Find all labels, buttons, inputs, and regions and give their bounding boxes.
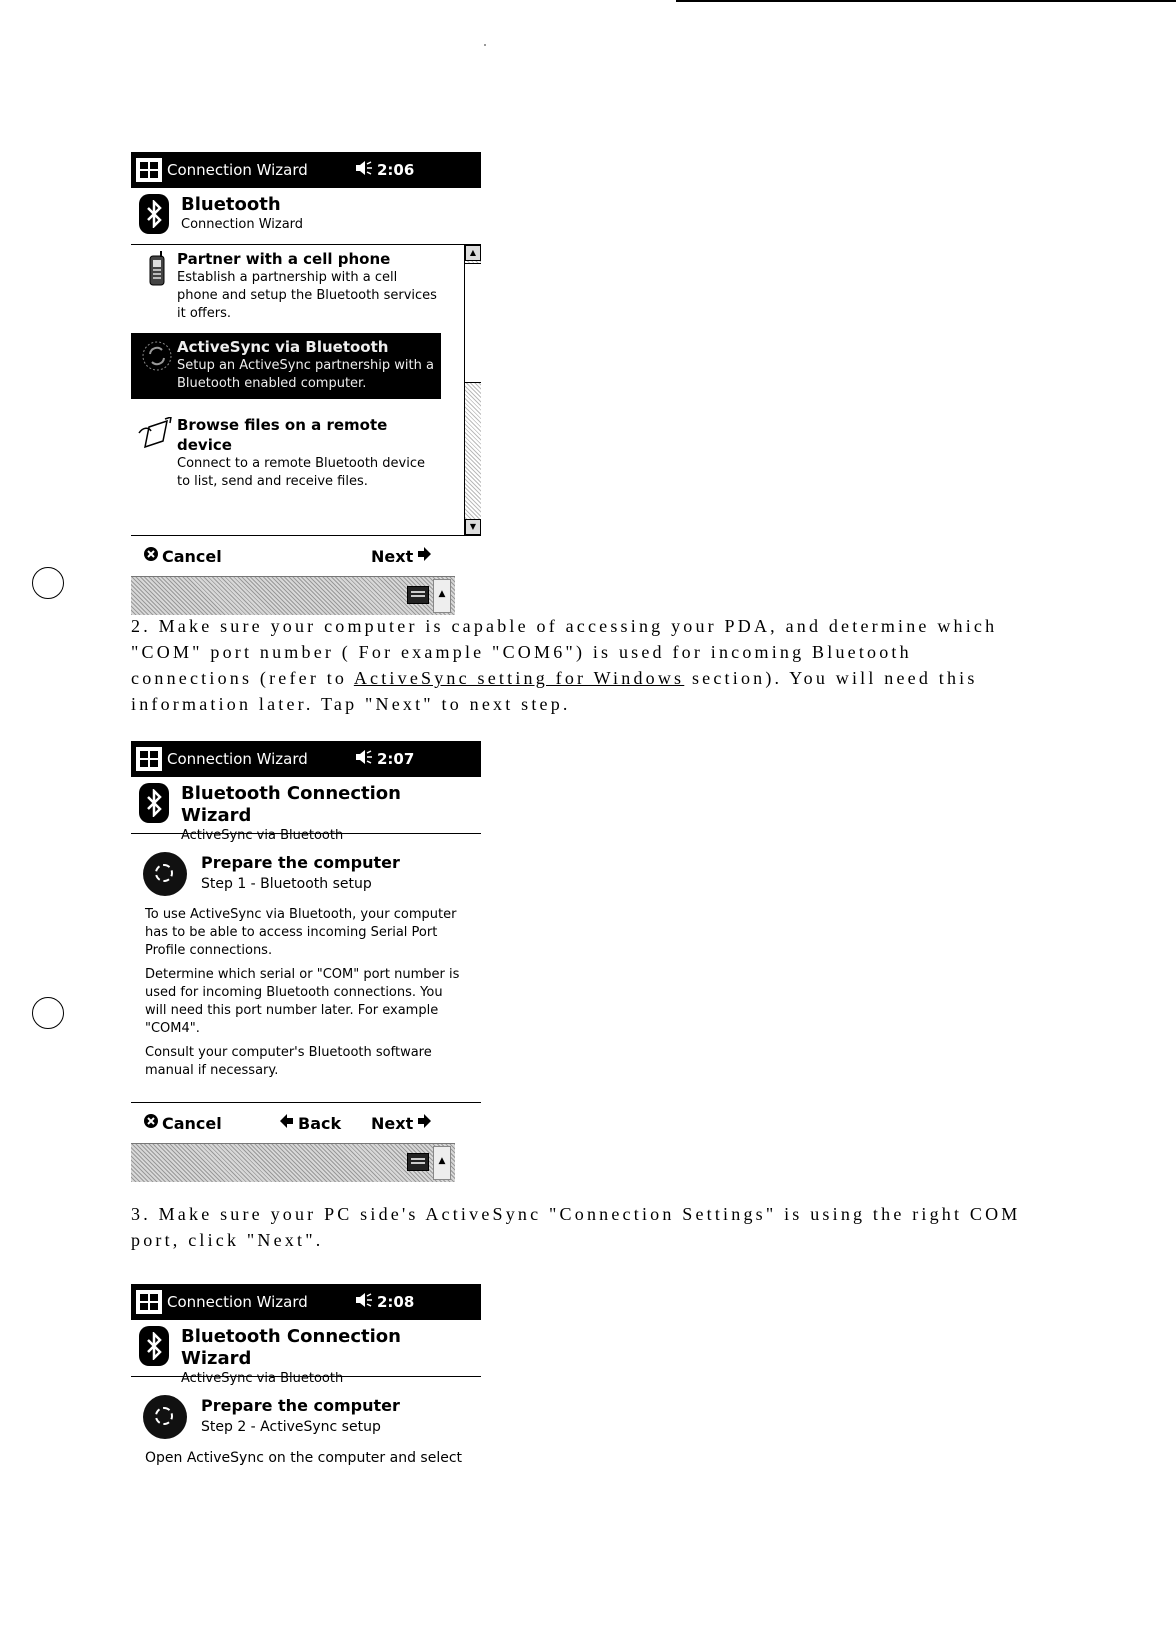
speaker-icon: [355, 160, 373, 180]
keyboard-icon[interactable]: [407, 1153, 429, 1171]
next-label: Next: [371, 1113, 414, 1133]
next-arrow-icon: [416, 546, 432, 566]
activesync-setting-link[interactable]: ActiveSync setting for Windows: [353, 668, 685, 688]
next-arrow-icon: [416, 1113, 432, 1133]
sip-arrow-icon[interactable]: ▲: [433, 579, 451, 613]
bluetooth-icon: [139, 194, 169, 234]
list-item-browse-remote-files[interactable]: [131, 411, 441, 497]
step-subtitle: Step 2 - ActiveSync setup: [201, 1419, 381, 1435]
scroll-down-icon[interactable]: ▼: [465, 519, 481, 535]
list-item-activesync-bluetooth[interactable]: [131, 333, 441, 399]
item-description: Establish a partnership with a cell phone and setup the Bluetooth services it offers.: [177, 270, 437, 321]
scroll-up-icon[interactable]: ▲: [465, 245, 481, 261]
next-button[interactable]: [371, 1113, 432, 1133]
back-arrow-icon: [279, 1113, 295, 1133]
wizard-content: [131, 834, 481, 1103]
back-label: Back: [298, 1113, 342, 1133]
binder-hole: [32, 997, 64, 1029]
cancel-label: Cancel: [162, 546, 222, 566]
window-title: Connection Wizard: [167, 750, 308, 768]
speaker-icon: [355, 749, 373, 769]
header-title: Bluetooth Connection Wizard: [181, 1326, 401, 1369]
cancel-button[interactable]: [143, 546, 222, 566]
body-paragraph: Determine which serial or "COM" port number is used for incoming Bluetooth connections. You will need this port number later. For example "COM4".: [145, 967, 460, 1036]
command-bar: [131, 1103, 481, 1143]
title-bar: [131, 1284, 481, 1320]
start-menu-flag-icon[interactable]: [133, 1286, 165, 1318]
command-bar: [131, 536, 481, 576]
step2-text: 2. Make sure your computer is capable of accessing your PDA, and determine which "COM" port number ( For example "COM6") is used for incoming Bluetooth connections (refer to: [131, 616, 998, 688]
activesync-icon: [143, 852, 187, 896]
sip-bar: [131, 1143, 455, 1182]
sip-bar: [131, 576, 455, 615]
page-top-border: [676, 0, 1176, 2]
item-title: Partner with a cell phone: [177, 250, 391, 268]
step-title: Prepare the computer: [201, 1396, 400, 1415]
vertical-scrollbar[interactable]: [464, 245, 481, 535]
sip-arrow-icon[interactable]: ▲: [433, 1146, 451, 1180]
pda-screen-2: [131, 741, 481, 1182]
instruction-step-2: [131, 613, 1011, 717]
list-item-partner-cell-phone[interactable]: [131, 245, 441, 329]
window-title: Connection Wizard: [167, 161, 308, 179]
speaker-icon: [355, 1292, 373, 1312]
bluetooth-icon: [139, 1326, 169, 1366]
scan-speck: [484, 44, 486, 46]
cancel-icon: [143, 546, 159, 566]
binder-hole: [32, 567, 64, 599]
pda-screen-3: [131, 1284, 481, 1489]
header-subtitle: Connection Wizard: [181, 217, 304, 232]
header-subtitle: ActiveSync via Bluetooth: [181, 828, 344, 843]
title-bar: [131, 152, 481, 188]
clock: 2:06: [377, 161, 415, 179]
body-paragraph: Consult your computer's Bluetooth software manual if necessary.: [145, 1045, 432, 1078]
header-title: Bluetooth Connection Wizard: [181, 783, 401, 826]
instruction-step-3: 3. Make sure your PC side's ActiveSync "Connection Settings" is using the right COM port, click "Next".: [131, 1204, 1021, 1250]
window-title: Connection Wizard: [167, 1293, 308, 1311]
clock: 2:08: [377, 1293, 415, 1311]
file-transfer-icon: [137, 415, 177, 491]
keyboard-icon[interactable]: [407, 586, 429, 604]
status-area[interactable]: [355, 160, 414, 180]
wizard-content: [131, 1377, 481, 1489]
status-area[interactable]: [355, 1292, 414, 1312]
cell-phone-icon: [137, 249, 177, 323]
step-subtitle: Step 1 - Bluetooth setup: [201, 876, 372, 892]
title-bar: [131, 741, 481, 777]
wizard-header: [131, 188, 481, 245]
step2-text-end: section). You will need this information later. Tap "Next" to next step.: [131, 668, 978, 714]
item-description: Setup an ActiveSync partnership with a Bluetooth enabled computer.: [177, 358, 434, 391]
wizard-header: [131, 777, 481, 843]
scroll-thumb[interactable]: [465, 263, 481, 383]
start-menu-flag-icon[interactable]: [133, 154, 165, 186]
clock: 2:07: [377, 750, 415, 768]
activesync-icon: [143, 1395, 187, 1439]
item-description: Connect to a remote Bluetooth device to list, send and receive files.: [177, 456, 426, 489]
bluetooth-icon: [139, 783, 169, 823]
cancel-label: Cancel: [162, 1113, 222, 1133]
cancel-button[interactable]: [143, 1113, 222, 1133]
item-title: Browse files on a remote device: [177, 416, 388, 454]
back-button[interactable]: [279, 1113, 341, 1133]
activesync-icon: [137, 337, 177, 393]
cancel-icon: [143, 1113, 159, 1133]
header-title: Bluetooth: [181, 194, 281, 215]
item-title: ActiveSync via Bluetooth: [177, 338, 389, 356]
header-subtitle: ActiveSync via Bluetooth: [181, 1371, 344, 1386]
next-label: Next: [371, 546, 414, 566]
pda-screen-1: [131, 152, 481, 615]
start-menu-flag-icon[interactable]: [133, 743, 165, 775]
option-list[interactable]: [131, 245, 481, 536]
next-button[interactable]: [371, 546, 432, 566]
wizard-header: [131, 1320, 481, 1386]
body-paragraph: To use ActiveSync via Bluetooth, your computer has to be able to access incoming Serial Port Profile connections.: [145, 907, 457, 958]
body-paragraph: Open ActiveSync on the computer and select: [145, 1450, 463, 1466]
step-title: Prepare the computer: [201, 853, 400, 872]
status-area[interactable]: [355, 749, 414, 769]
